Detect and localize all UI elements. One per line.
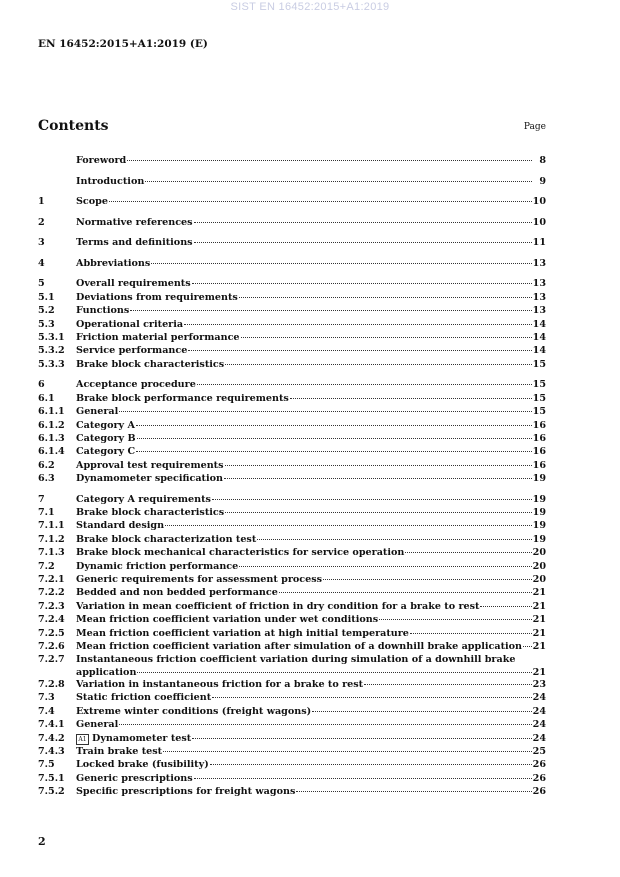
dot-leader [136, 451, 532, 452]
toc-number: 6.1.1 [38, 406, 65, 418]
toc-entry[interactable] [38, 446, 546, 459]
document-id: EN 16452:2015+A1:2019 (E) [38, 38, 208, 50]
toc-title: Service performance [76, 345, 188, 357]
toc-title: Dynamic friction performance [76, 560, 239, 572]
toc-number: 7.5.1 [38, 772, 65, 784]
toc-page: 21 [532, 641, 546, 652]
toc-page: 16 [532, 459, 546, 471]
dot-leader [137, 672, 531, 673]
dot-leader [184, 324, 532, 325]
toc-title: Specific prescriptions for freight wagons [76, 786, 296, 798]
toc-number: 7.2.5 [38, 627, 65, 639]
toc-number: 2 [38, 216, 45, 228]
toc-page: 25 [532, 745, 546, 757]
toc-number: 7.4.3 [38, 745, 65, 757]
toc-title: Variation in mean coefficient of friction in dry condition for a brake to rest [76, 600, 480, 612]
toc-page: 23 [532, 678, 546, 690]
toc-title: Functions [76, 305, 130, 317]
toc-title: General [76, 406, 119, 418]
toc-entry[interactable] [38, 237, 546, 250]
toc-page: 16 [532, 419, 546, 431]
toc-number: 7.1.1 [38, 520, 65, 532]
toc-entry[interactable] [38, 628, 546, 641]
dot-leader [137, 438, 532, 439]
dot-leader [210, 764, 532, 765]
toc-number: 7.2.8 [38, 678, 65, 690]
toc-title: Bedded and non bedded performance [76, 587, 278, 599]
toc-page: 14 [532, 345, 546, 357]
toc-entry[interactable] [38, 614, 546, 627]
dot-leader [188, 350, 531, 351]
dot-leader [225, 364, 531, 365]
toc-entry[interactable] [38, 332, 546, 345]
dot-leader [192, 738, 531, 739]
dot-leader [136, 425, 532, 426]
toc-entry[interactable] [38, 547, 546, 560]
toc-title: Category B [76, 432, 136, 444]
toc-number: 1 [38, 196, 45, 208]
toc-title: Generic requirements for assessment process [76, 574, 323, 586]
toc-entry[interactable] [38, 473, 546, 486]
table-of-contents [38, 155, 546, 800]
dot-leader [323, 579, 532, 580]
toc-entry[interactable] [38, 507, 546, 520]
toc-number: 7.2.2 [38, 587, 65, 599]
dot-leader [296, 791, 531, 792]
toc-entry[interactable] [38, 534, 546, 547]
toc-number: 3 [38, 237, 45, 249]
dot-leader [224, 478, 532, 479]
toc-entry[interactable] [38, 773, 546, 786]
dot-leader [165, 525, 532, 526]
toc-number: 7.3 [38, 692, 55, 704]
toc-number: 5.3 [38, 318, 55, 330]
contents-title: Contents [38, 118, 109, 134]
toc-title: Deviations from requirements [76, 291, 238, 303]
toc-title: Train brake test [76, 745, 163, 757]
toc-title: Acceptance procedure [76, 379, 196, 391]
toc-page: 15 [532, 392, 546, 404]
dot-leader [151, 263, 531, 264]
toc-entry[interactable] [38, 641, 546, 654]
toc-title: Brake block performance requirements [76, 392, 289, 404]
toc-entry[interactable] [38, 654, 546, 679]
toc-title: Foreword [76, 155, 127, 166]
toc-page: 26 [532, 759, 546, 771]
toc-number: 6.1.4 [38, 446, 65, 458]
toc-entry[interactable] [38, 305, 546, 318]
dot-leader [239, 297, 532, 298]
toc-page: 14 [532, 332, 546, 344]
toc-page: 24 [532, 719, 546, 731]
toc-title: Category C [76, 446, 136, 458]
toc-title: Static friction coefficient [76, 692, 212, 704]
toc-number: 5.2 [38, 305, 55, 317]
toc-number: 6.1 [38, 392, 55, 404]
toc-number: 6.1.3 [38, 432, 65, 444]
toc-page: 10 [532, 216, 546, 228]
toc-entry[interactable] [38, 319, 546, 332]
toc-number: 7.2.7 [38, 654, 65, 666]
toc-entry[interactable] [38, 278, 546, 291]
toc-title: Dynamometer test [92, 732, 192, 744]
toc-title: Abbreviations [76, 257, 151, 269]
toc-page: 20 [532, 574, 546, 586]
dot-leader [194, 222, 532, 223]
dot-leader [410, 633, 532, 634]
toc-title: Mean friction coefficient variation at high initial temperature [76, 627, 409, 639]
toc-title: Dynamometer specification [76, 473, 224, 485]
dot-leader [241, 337, 532, 338]
toc-title: Locked brake (fusibility) [76, 759, 209, 771]
toc-page: 13 [532, 257, 546, 269]
dot-leader [145, 181, 532, 182]
toc-page: 19 [532, 493, 546, 505]
toc-entry[interactable] [38, 746, 546, 759]
toc-title: Friction material performance [76, 332, 240, 344]
dot-leader [212, 499, 532, 500]
dot-leader [225, 465, 532, 466]
toc-entry[interactable] [38, 176, 546, 189]
toc-page: 24 [532, 692, 546, 704]
toc-title: Approval test requirements [76, 459, 224, 471]
toc-number: 5 [38, 278, 45, 290]
toc-entry[interactable] [38, 733, 546, 746]
toc-title: Standard design [76, 520, 165, 532]
toc-page: 20 [532, 560, 546, 572]
toc-page: 26 [532, 786, 546, 798]
toc-number: 5.3.1 [38, 332, 65, 344]
toc-page: 15 [532, 358, 546, 370]
toc-title: Brake block mechanical characteristics for service operation [76, 547, 405, 559]
toc-number: 7.2.1 [38, 574, 65, 586]
watermark: SIST EN 16452:2015+A1:2019 [230, 1, 390, 13]
toc-title: Brake block characterization test [76, 533, 257, 545]
toc-title: Brake block characteristics [76, 358, 225, 370]
toc-title: Terms and definitions [76, 237, 193, 249]
toc-entry[interactable] [38, 520, 546, 533]
toc-entry[interactable] [38, 587, 546, 600]
toc-number: 7.4.1 [38, 719, 65, 731]
toc-page: 8 [539, 155, 546, 166]
dot-leader [225, 512, 531, 513]
toc-entry[interactable] [38, 217, 546, 230]
dot-leader [480, 606, 531, 607]
toc-page: 21 [532, 587, 546, 599]
toc-entry[interactable] [38, 292, 546, 305]
dot-leader [194, 778, 532, 779]
toc-entry[interactable] [38, 420, 546, 433]
toc-number: 6.3 [38, 473, 55, 485]
toc-title: Variation in instantaneous friction for a brake to rest [76, 678, 364, 690]
toc-number: 5.3.2 [38, 345, 65, 357]
toc-title: General [76, 719, 119, 731]
toc-page: 20 [532, 547, 546, 559]
toc-number: 6.1.2 [38, 419, 65, 431]
dot-leader [279, 592, 532, 593]
toc-number: 7.4 [38, 705, 55, 717]
page-number: 2 [38, 835, 46, 848]
toc-entry[interactable] [38, 196, 546, 209]
toc-page: 21 [532, 666, 546, 678]
toc-entry[interactable] [38, 601, 546, 614]
toc-title: Instantaneous friction coefficient variation during simulation of a downhill brake [76, 654, 516, 666]
toc-entry[interactable] [38, 406, 546, 419]
toc-title: Generic prescriptions [76, 772, 193, 784]
dot-leader [194, 242, 532, 243]
dot-leader [163, 751, 532, 752]
toc-entry[interactable] [38, 561, 546, 574]
toc-page: 14 [532, 318, 546, 330]
toc-entry[interactable] [38, 786, 546, 799]
toc-title-continuation: application [76, 666, 137, 678]
toc-entry[interactable] [38, 679, 546, 692]
dot-leader [109, 201, 532, 202]
toc-entry[interactable] [38, 574, 546, 587]
toc-title: Category A requirements [76, 493, 211, 505]
toc-page: 19 [532, 507, 546, 519]
toc-entry[interactable] [38, 759, 546, 772]
toc-entry[interactable] [38, 692, 546, 705]
toc-title: Extreme winter conditions (freight wagons) [76, 705, 312, 717]
toc-page: 16 [532, 446, 546, 458]
toc-entry[interactable] [38, 719, 546, 732]
toc-entry[interactable] [38, 494, 546, 507]
toc-page: 9 [539, 175, 546, 187]
toc-page: 16 [532, 432, 546, 444]
dot-leader [364, 684, 532, 685]
dot-leader [405, 552, 531, 553]
dot-leader [312, 711, 531, 712]
toc-title: Introduction [76, 175, 145, 187]
toc-number: 7.4.2 [38, 732, 65, 744]
toc-page: 26 [532, 772, 546, 784]
toc-number: 7.5 [38, 759, 55, 771]
toc-number: 7.2 [38, 560, 55, 572]
toc-title: Brake block characteristics [76, 507, 225, 519]
toc-number: 6.2 [38, 459, 55, 471]
toc-number: 7.2.4 [38, 614, 65, 626]
toc-title: Mean friction coefficient variation after simulation of a downhill brake application [76, 641, 523, 652]
toc-number: 4 [38, 257, 45, 269]
toc-entry[interactable] [38, 393, 546, 406]
toc-entry[interactable] [38, 359, 546, 372]
toc-page: 13 [532, 291, 546, 303]
dot-leader [192, 283, 532, 284]
toc-title: Overall requirements [76, 278, 191, 290]
amendment-marker-icon: A1 [76, 734, 89, 745]
dot-leader [197, 384, 532, 385]
toc-page: 19 [532, 533, 546, 545]
dot-leader [290, 398, 532, 399]
toc-page: 21 [532, 627, 546, 639]
toc-entry[interactable] [38, 258, 546, 271]
toc-page: 24 [532, 705, 546, 717]
page-column-label: Page [523, 122, 546, 132]
toc-number: 7.1 [38, 507, 55, 519]
dot-leader [523, 646, 532, 647]
toc-number: 7.1.2 [38, 533, 65, 545]
toc-page: 24 [532, 732, 546, 744]
toc-title: Category A [76, 419, 135, 431]
toc-number: 6 [38, 379, 45, 391]
toc-page: 10 [532, 196, 546, 208]
toc-number: 5.1 [38, 291, 55, 303]
toc-entry[interactable] [38, 706, 546, 719]
toc-title: Scope [76, 196, 108, 208]
toc-page: 11 [532, 237, 546, 249]
dot-leader [239, 566, 531, 567]
toc-page: 15 [532, 406, 546, 418]
dot-leader [119, 724, 531, 725]
dot-leader [127, 160, 532, 161]
toc-title: Mean friction coefficient variation under wet conditions [76, 614, 379, 626]
dot-leader [119, 411, 531, 412]
toc-number: 7 [38, 493, 45, 505]
toc-entry[interactable] [38, 379, 546, 392]
toc-entry[interactable] [38, 460, 546, 473]
dot-leader [379, 619, 532, 620]
toc-entry[interactable] [38, 345, 546, 358]
toc-number: 7.2.3 [38, 600, 65, 612]
toc-number: 5.3.3 [38, 358, 65, 370]
toc-entry[interactable] [38, 433, 546, 446]
toc-title: Operational criteria [76, 318, 184, 330]
toc-page: 19 [532, 520, 546, 532]
toc-page: 15 [532, 379, 546, 391]
toc-page: 13 [532, 305, 546, 317]
dot-leader [257, 539, 531, 540]
toc-entry[interactable] [38, 155, 546, 168]
toc-page: 19 [532, 473, 546, 485]
toc-title: Normative references [76, 216, 193, 228]
toc-number: 7.1.3 [38, 547, 65, 559]
dot-leader [130, 310, 531, 311]
toc-number: 7.2.6 [38, 641, 65, 652]
toc-page: 13 [532, 278, 546, 290]
toc-number: 7.5.2 [38, 786, 65, 798]
dot-leader [212, 697, 531, 698]
toc-page: 21 [532, 614, 546, 626]
toc-page: 21 [532, 600, 546, 612]
